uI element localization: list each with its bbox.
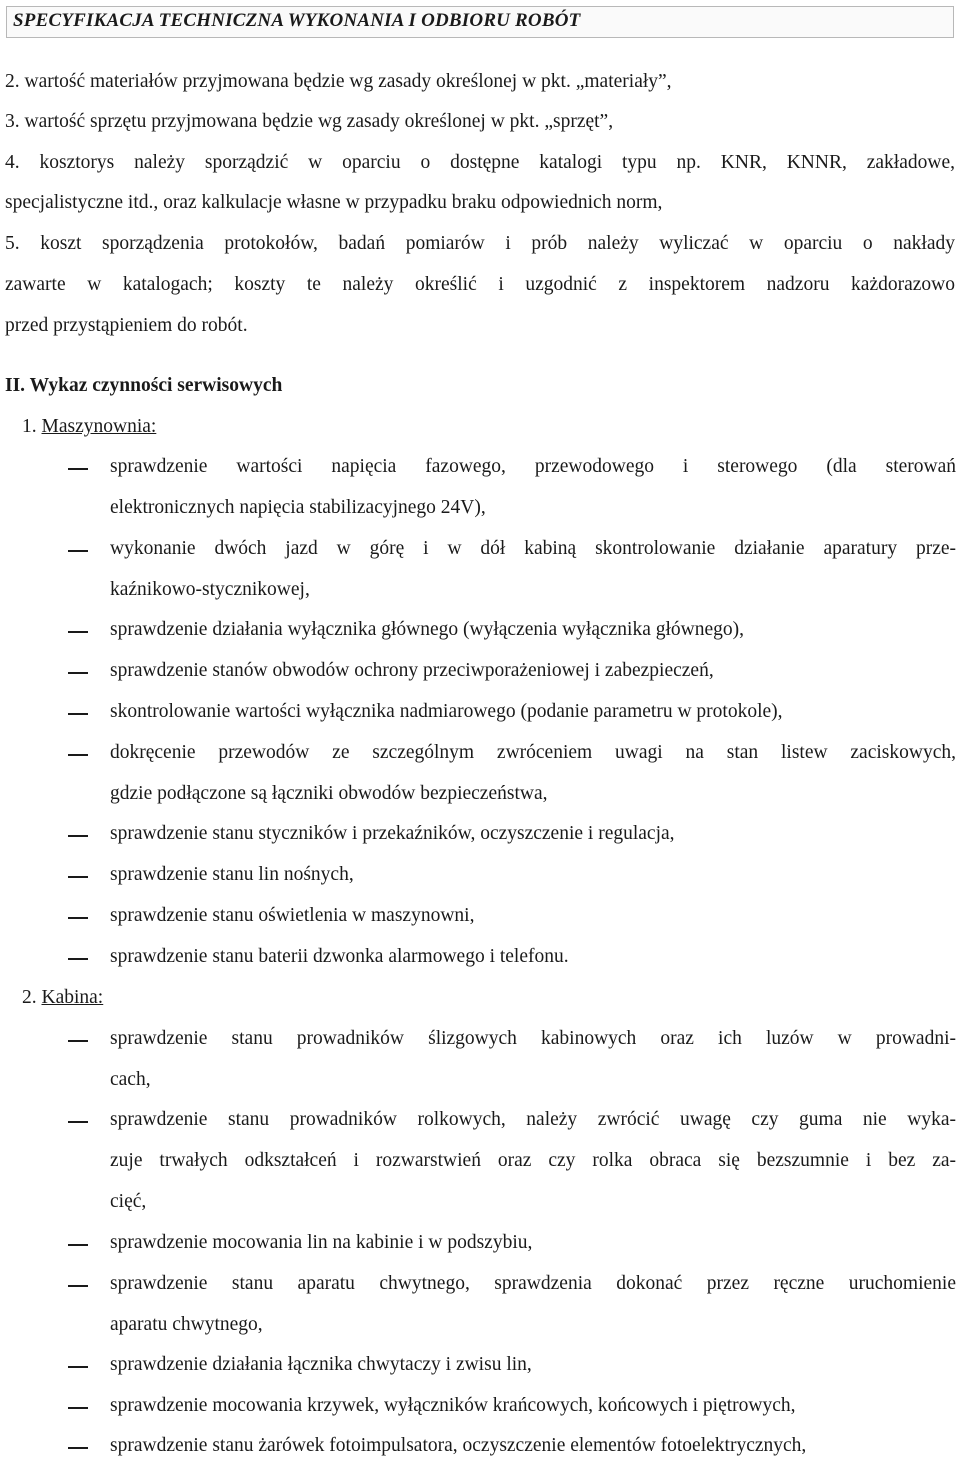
intro-line: specjalistyczne itd., oraz kalkulacje własne w przypadku braku odpowiednich norm, xyxy=(5,192,663,213)
list-item-continuation: zuje trwałych odkształceń i rozwarstwień oraz czy rolka obraca się bezszumnie i bez za- xyxy=(110,1150,956,1171)
list-item: sprawdzenie stanu żarówek fotoimpulsatora, oczyszczenie elementów fotoelektrycznych, xyxy=(110,1435,807,1456)
dash-bullet xyxy=(68,835,88,837)
list-item-continuation: cięć, xyxy=(110,1191,147,1212)
list-item-continuation: kaźnikowo-stycznikowej, xyxy=(110,579,310,600)
list-item: sprawdzenie działania łącznika chwytaczy i zwisu lin, xyxy=(110,1354,532,1375)
dash-bullet xyxy=(68,631,88,633)
dash-bullet xyxy=(68,550,88,552)
list-item: sprawdzenie stanu oświetlenia w maszynowni, xyxy=(110,905,475,926)
list-item: sprawdzenie stanu aparatu chwytnego, sprawdzenia dokonać przez ręczne uruchomienie xyxy=(110,1273,956,1294)
dash-bullet xyxy=(68,1040,88,1042)
dash-bullet xyxy=(68,1285,88,1287)
list-item: skontrolowanie wartości wyłącznika nadmiarowego (podanie parametru w protokole), xyxy=(110,701,783,722)
dash-bullet xyxy=(68,917,88,919)
subsection-1-title xyxy=(22,415,156,439)
list-item: sprawdzenie stanu baterii dzwonka alarmowego i telefonu. xyxy=(110,946,569,967)
page-header xyxy=(6,6,954,38)
dash-bullet xyxy=(68,958,88,960)
intro-line: przed przystąpieniem do robót. xyxy=(5,315,248,336)
dash-bullet xyxy=(68,754,88,756)
list-item-continuation: cach, xyxy=(110,1069,151,1090)
list-item: sprawdzenie stanu lin nośnych, xyxy=(110,864,354,885)
list-item: sprawdzenie wartości napięcia fazowego, przewodowego i sterowego (dla sterowań xyxy=(110,456,956,477)
intro-line: 2. wartość materiałów przyjmowana będzie wg zasady określonej w pkt. „materiały”, xyxy=(5,71,672,92)
header-title: SPECYFIKACJA TECHNICZNA WYKONANIA I ODBIORU ROBÓT xyxy=(13,10,581,31)
dash-bullet xyxy=(68,672,88,674)
list-item: sprawdzenie stanów obwodów ochrony przeciwporażeniowej i zabezpieczeń, xyxy=(110,660,714,681)
dash-bullet xyxy=(68,1447,88,1449)
list-item-continuation: elektronicznych napięcia stabilizacyjnego 24V), xyxy=(110,497,486,518)
dash-bullet xyxy=(68,468,88,470)
list-item: sprawdzenie stanu prowadników ślizgowych kabinowych oraz ich luzów w prowadni- xyxy=(110,1028,956,1049)
subsection-label: Maszynownia: xyxy=(41,416,157,437)
intro-line: 3. wartość sprzętu przyjmowana będzie wg zasady określonej w pkt. „sprzęt”, xyxy=(5,111,614,132)
subsection-2-title xyxy=(22,986,103,1010)
dash-bullet xyxy=(68,1244,88,1246)
intro-line: zawarte w katalogach; koszty te należy określić i uzgodnić z inspektorem nadzoru każdorazowo xyxy=(5,274,955,295)
subsection-number: 2. xyxy=(22,987,37,1008)
list-item-continuation: aparatu chwytnego, xyxy=(110,1314,263,1335)
list-item: sprawdzenie stanu prowadników rolkowych, należy zwrócić uwagę czy guma nie wyka- xyxy=(110,1109,956,1130)
dash-bullet xyxy=(68,1121,88,1123)
intro-line: 5. koszt sporządzenia protokołów, badań pomiarów i prób należy wyliczać w oparciu o nakłady xyxy=(5,233,955,254)
dash-bullet xyxy=(68,713,88,715)
section-heading: II. Wykaz czynności serwisowych xyxy=(5,375,283,396)
dash-bullet xyxy=(68,876,88,878)
subsection-label: Kabina: xyxy=(41,987,104,1008)
dash-bullet xyxy=(68,1407,88,1409)
list-item: wykonanie dwóch jazd w górę i w dół kabiną skontrolowanie działanie aparatury prze- xyxy=(110,538,956,559)
list-item: sprawdzenie mocowania lin na kabinie i w podszybiu, xyxy=(110,1232,533,1253)
list-item: sprawdzenie stanu styczników i przekaźników, oczyszczenie i regulacja, xyxy=(110,823,675,844)
list-item: sprawdzenie mocowania krzywek, wyłączników krańcowych, końcowych i piętrowych, xyxy=(110,1395,796,1416)
dash-bullet xyxy=(68,1366,88,1368)
list-item: dokręcenie przewodów ze szczególnym zwróceniem uwagi na stan listew zaciskowych, xyxy=(110,742,956,763)
list-item: sprawdzenie działania wyłącznika głównego (wyłączenia wyłącznika głównego), xyxy=(110,619,745,640)
list-item-continuation: gdzie podłączone są łączniki obwodów bezpieczeństwa, xyxy=(110,783,548,804)
subsection-number: 1. xyxy=(22,416,37,437)
intro-line: 4. kosztorys należy sporządzić w oparciu o dostępne katalogi typu np. KNR, KNNR, zakładowe, xyxy=(5,152,955,173)
